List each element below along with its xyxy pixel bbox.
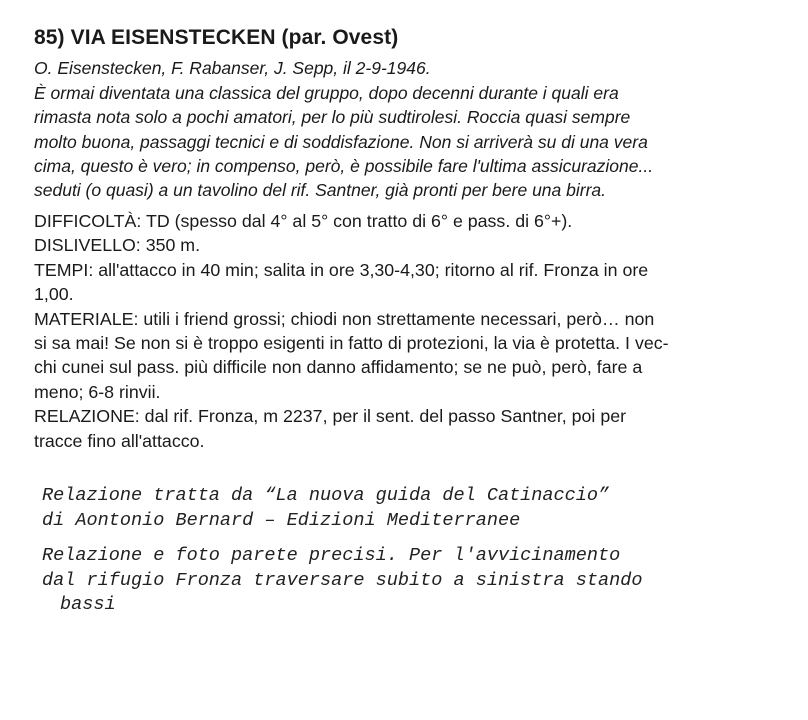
times-label: TEMPI: [34, 259, 94, 280]
source-note-line: di Aontonio Bernard – Edizioni Mediterranee [42, 509, 521, 531]
comment-note-line: Relazione e foto parete precisi. Per l'avvicinamento [42, 545, 621, 566]
report-label: RELAZIONE: [34, 406, 140, 427]
difficulty-row [34, 209, 774, 233]
difficulty-label: DIFFICOLTÀ: [34, 211, 142, 231]
times-row [34, 258, 774, 282]
times-value: all'attacco in 40 min; salita in ore 3,30-4,30; ritorno al rif. Fronza in ore [93, 259, 649, 280]
route-authors: O. Eisenstecken, F. Rabanser, J. Sepp, il 2-9-1946. [34, 58, 431, 78]
elevation-value: 350 m. [140, 235, 201, 256]
route-description [34, 81, 774, 202]
description-line: molto buona, passaggi tecnici e di soddisfazione. Non si arriverà su di una vera [34, 131, 648, 152]
times-row-cont: 1,00. [34, 284, 74, 305]
difficulty-value: TD (spesso dal 4° al 5° con tratto di 6° e pass. di 6°+). [141, 211, 573, 231]
gear-row-cont: chi cunei sul pass. più difficile non danno affidamento; se ne può, però, fare a [34, 357, 643, 378]
report-row-cont: tracce fino all'attacco. [34, 430, 205, 451]
route-title: 85) VIA EISENSTECKEN (par. Ovest) [34, 26, 399, 49]
comment-note [42, 544, 802, 618]
description-line: È ormai diventata una classica del gruppo, dopo decenni durante i quali era [34, 83, 619, 103]
source-note [42, 484, 802, 533]
comment-note-line: bassi [60, 594, 116, 615]
elevation-row [34, 233, 774, 257]
comment-note-line: dal rifugio Fronza traversare subito a sinistra stando [42, 569, 643, 591]
report-value: dal rif. Fronza, m 2237, per il sent. del passo Santner, poi per [139, 406, 627, 427]
elevation-label: DISLIVELLO: [34, 235, 141, 256]
description-line: rimasta nota solo a pochi amatori, per lo più sudtirolesi. Roccia quasi sempre [34, 107, 631, 128]
description-line: seduti (o quasi) a un tavolino del rif. Santner, già pronti per bere una birra. [34, 180, 607, 201]
gear-label: MATERIALE: [34, 308, 139, 329]
gear-value: utili i friend grossi; chiodi non strettamente necessari, però… non [138, 308, 655, 329]
route-info [34, 209, 774, 453]
description-line: cima, questo è vero; in compenso, però, è possibile fare l'ultima assicurazione... [34, 155, 654, 176]
report-row [34, 404, 774, 428]
gear-row-cont: si sa mai! Se non si è troppo esigenti in fatto di protezioni, la via è protetta. I vec- [34, 333, 669, 354]
gear-row-cont: meno; 6-8 rinvii. [34, 381, 161, 402]
gear-row [34, 307, 774, 331]
source-note-line: Relazione tratta da “La nuova guida del Catinaccio” [42, 485, 610, 506]
